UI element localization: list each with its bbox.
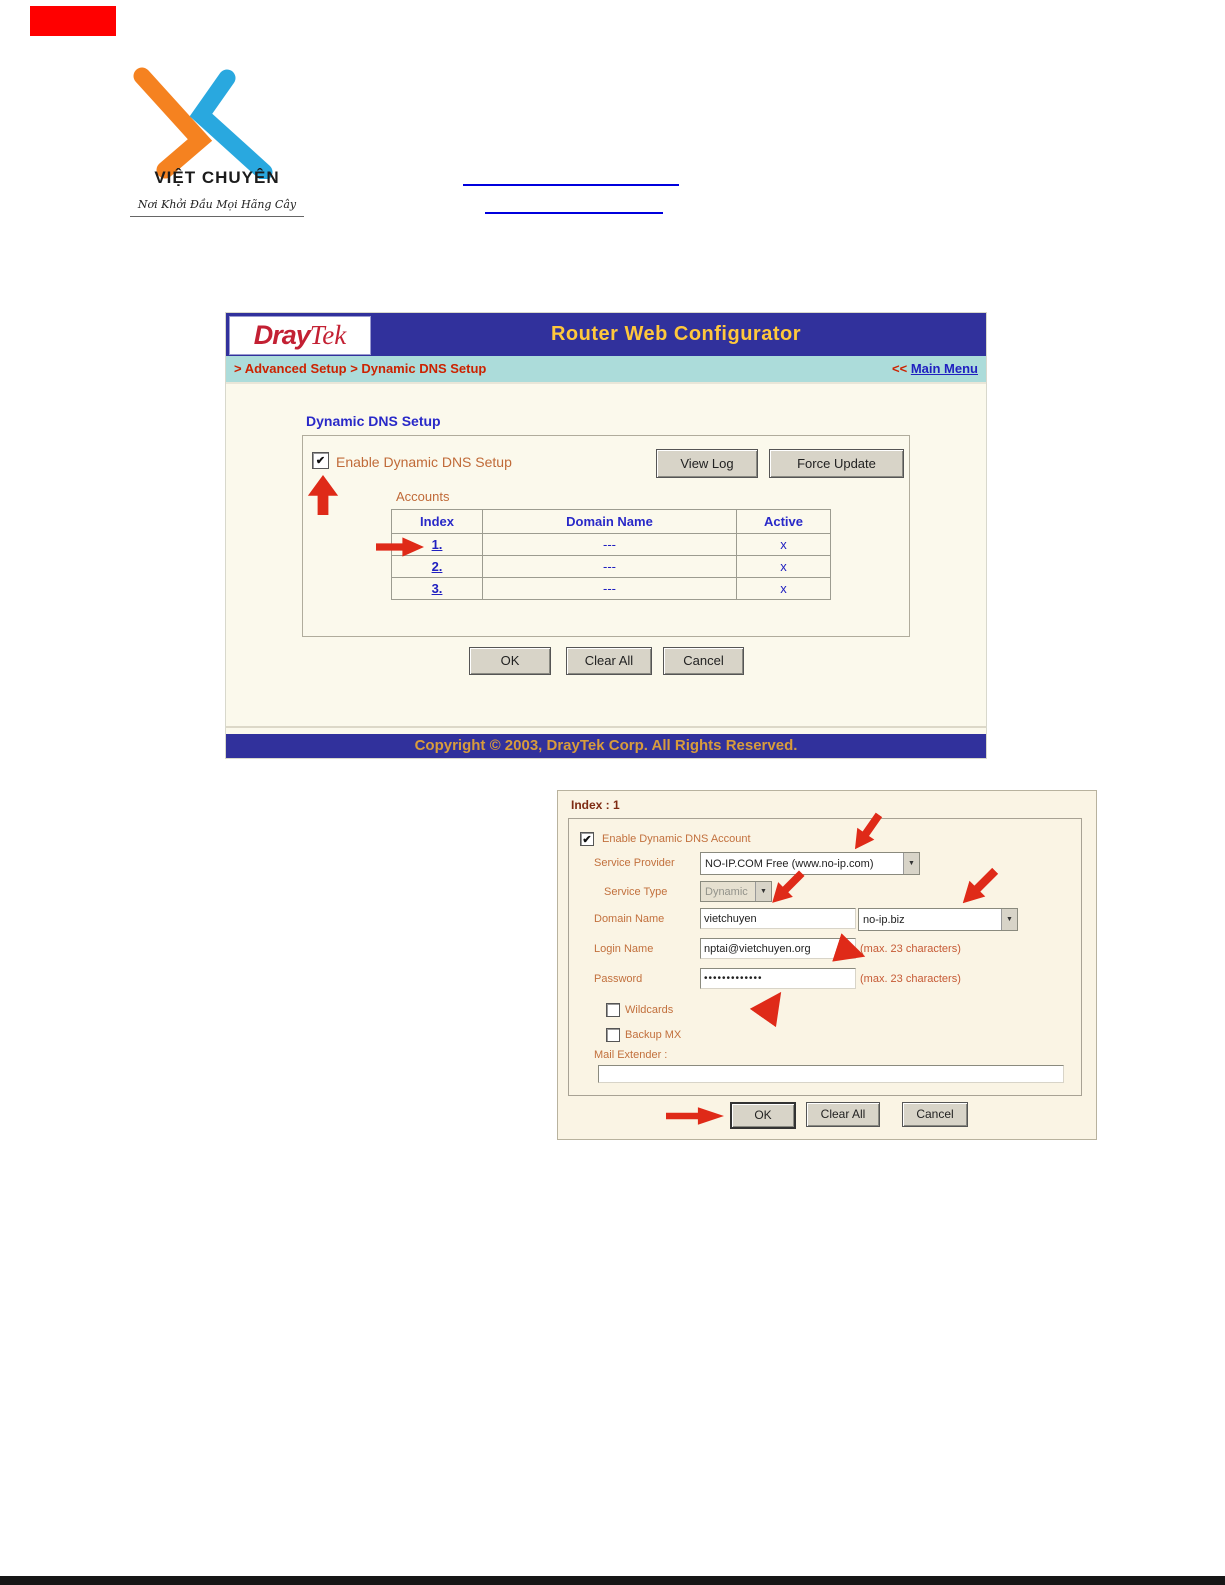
logo-tagline: Nơi Khởi Đầu Mọi Hãng Cây bbox=[130, 198, 304, 217]
col-header-active: Active bbox=[737, 510, 831, 534]
copyright-bar: Copyright © 2003, DrayTek Corp. All Rights Reserved. bbox=[226, 734, 986, 758]
ok-button[interactable]: OK bbox=[469, 647, 551, 675]
ddns-index1-screenshot bbox=[557, 790, 1097, 1140]
col-header-index: Index bbox=[392, 510, 483, 534]
draytek-logo-tek: Tek bbox=[309, 320, 347, 350]
empty-link-2[interactable] bbox=[485, 212, 663, 214]
wildcards-checkbox[interactable] bbox=[606, 1003, 620, 1017]
password-input[interactable] bbox=[700, 968, 856, 989]
domain-name-input[interactable] bbox=[700, 908, 856, 929]
index-link-2[interactable]: 2. bbox=[431, 559, 443, 574]
password-label: Password bbox=[594, 973, 643, 985]
accounts-label: Accounts bbox=[396, 489, 450, 504]
section-title: Dynamic DNS Setup bbox=[306, 413, 441, 429]
accounts-table-header-row bbox=[392, 510, 831, 534]
dropdown-arrow-icon[interactable]: ▼ bbox=[1001, 909, 1017, 930]
page-title: Router Web Configurator bbox=[550, 323, 801, 345]
page-bottom-rule bbox=[0, 1576, 1225, 1585]
main-menu-link-wrap bbox=[892, 361, 978, 376]
service-type-label: Service Type bbox=[604, 886, 668, 898]
breadcrumb-bar bbox=[226, 356, 986, 384]
draytek-logo-dray: Dray bbox=[253, 320, 310, 350]
domain-cell-1: --- bbox=[483, 534, 737, 556]
active-cell-2[interactable]: x bbox=[737, 556, 831, 578]
backup-mx-label: Backup MX bbox=[625, 1029, 682, 1041]
accounts-table bbox=[391, 509, 831, 600]
domain-cell-3: --- bbox=[483, 578, 737, 600]
wildcards-label: Wildcards bbox=[625, 1004, 674, 1016]
service-provider-select[interactable] bbox=[700, 852, 920, 875]
login-name-input[interactable] bbox=[700, 938, 856, 959]
main-menu-link[interactable]: Main Menu bbox=[910, 361, 978, 376]
red-header-mark bbox=[30, 6, 116, 36]
backup-mx-checkbox[interactable] bbox=[606, 1028, 620, 1042]
login-name-label: Login Name bbox=[594, 943, 654, 955]
active-cell-3[interactable]: x bbox=[737, 578, 831, 600]
company-logo bbox=[128, 64, 306, 234]
cancel-button-index1[interactable]: Cancel bbox=[902, 1102, 968, 1127]
enable-account-checkbox[interactable] bbox=[580, 832, 594, 846]
empty-link-1[interactable] bbox=[463, 184, 679, 186]
active-cell-1[interactable]: x bbox=[737, 534, 831, 556]
index-link-1[interactable]: 1. bbox=[431, 537, 443, 552]
red-arrow-icon-ok bbox=[666, 1105, 724, 1127]
logo-brand-text: VIỆT CHUYÊN bbox=[154, 168, 280, 187]
password-note: (max. 23 characters) bbox=[860, 973, 961, 985]
domain-suffix-select[interactable] bbox=[858, 908, 1018, 931]
table-row bbox=[392, 534, 831, 556]
login-name-note: (max. 23 characters) bbox=[860, 943, 961, 955]
service-provider-value: NO-IP.COM Free (www.no-ip.com) bbox=[705, 857, 874, 870]
ok-button-index1[interactable]: OK bbox=[730, 1102, 796, 1129]
table-row bbox=[392, 556, 831, 578]
mail-extender-input[interactable] bbox=[598, 1065, 1064, 1083]
index-link-3[interactable]: 3. bbox=[431, 581, 443, 596]
clear-all-button[interactable]: Clear All bbox=[566, 647, 652, 675]
domain-cell-2: --- bbox=[483, 556, 737, 578]
enable-ddns-checkbox[interactable] bbox=[312, 452, 329, 469]
router-header-bar bbox=[226, 313, 986, 356]
router-configurator-screenshot bbox=[225, 312, 987, 759]
main-menu-arrows: << bbox=[892, 361, 908, 376]
logo-x-icon bbox=[128, 64, 306, 179]
draytek-logo bbox=[229, 316, 371, 355]
dropdown-arrow-icon[interactable]: ▼ bbox=[903, 853, 919, 874]
clear-all-button-index1[interactable]: Clear All bbox=[806, 1102, 880, 1127]
col-header-domain: Domain Name bbox=[483, 510, 737, 534]
service-type-value: Dynamic bbox=[705, 885, 748, 898]
table-row bbox=[392, 578, 831, 600]
force-update-button[interactable]: Force Update bbox=[769, 449, 904, 478]
domain-name-label: Domain Name bbox=[594, 913, 665, 925]
domain-suffix-value: no-ip.biz bbox=[863, 913, 905, 926]
footer-divider bbox=[226, 726, 986, 728]
service-provider-label: Service Provider bbox=[594, 857, 675, 869]
mail-extender-label: Mail Extender : bbox=[594, 1049, 668, 1061]
enable-account-label: Enable Dynamic DNS Account bbox=[602, 833, 751, 845]
dropdown-arrow-icon: ▼ bbox=[755, 882, 771, 901]
cancel-button[interactable]: Cancel bbox=[663, 647, 744, 675]
index1-title: Index : 1 bbox=[571, 798, 620, 812]
view-log-button[interactable]: View Log bbox=[656, 449, 758, 478]
breadcrumb: > Advanced Setup > Dynamic DNS Setup bbox=[234, 361, 487, 376]
service-type-select bbox=[700, 881, 772, 902]
enable-ddns-label: Enable Dynamic DNS Setup bbox=[336, 454, 512, 470]
